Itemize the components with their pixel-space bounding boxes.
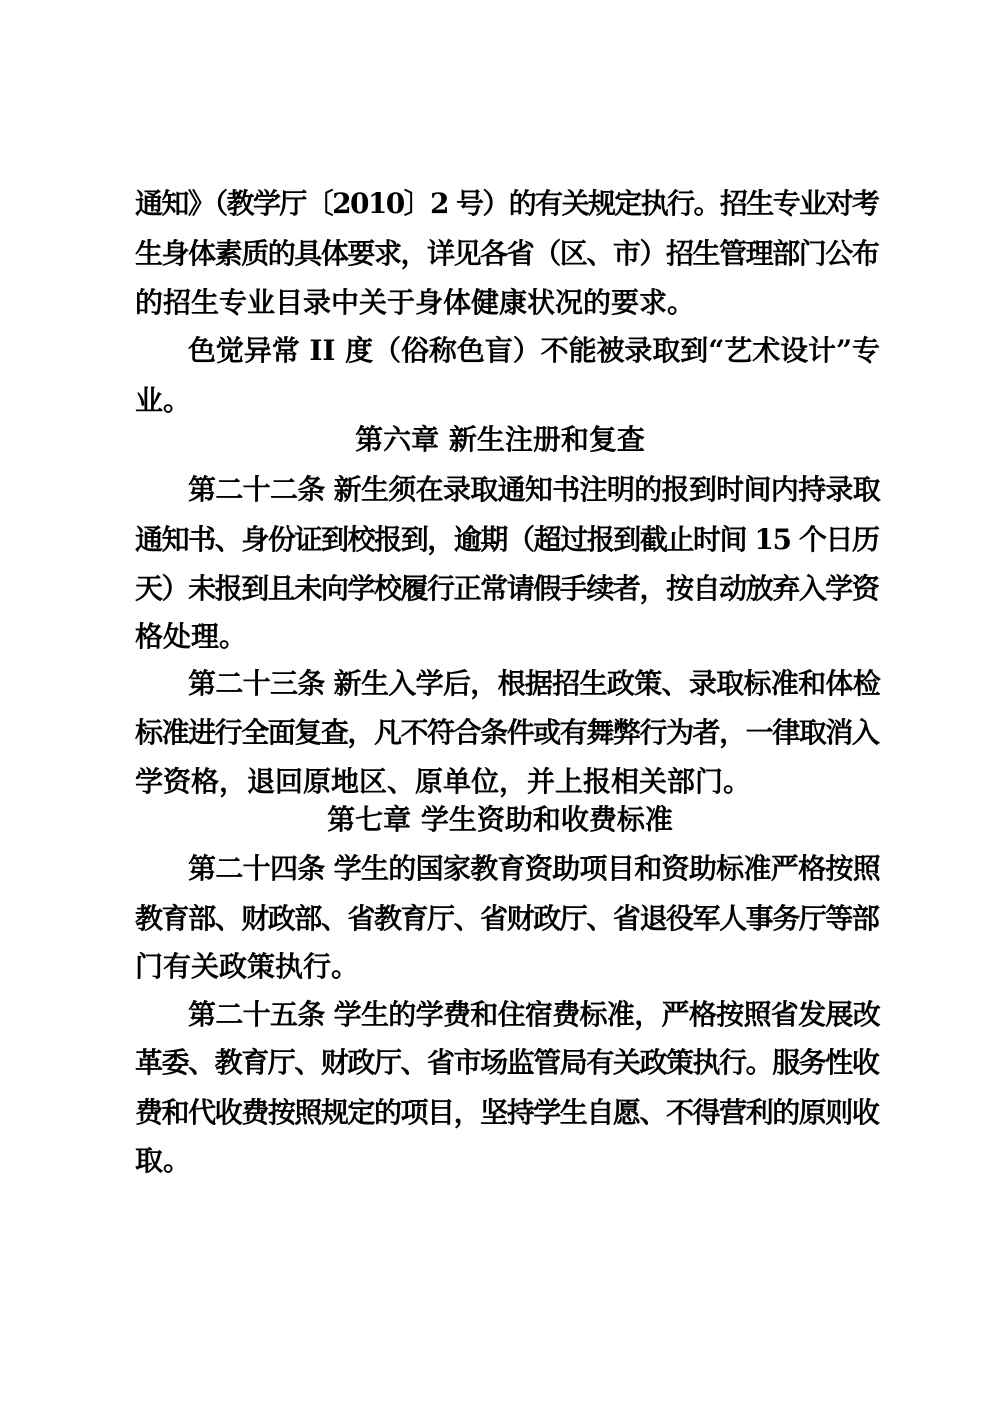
paragraph-line: 取。: [135, 1144, 192, 1177]
paragraph-line: 格处理。: [135, 620, 248, 653]
paragraph-line: 业。: [135, 384, 192, 417]
paragraph-line: 门有关政策执行。: [135, 950, 360, 983]
paragraph-line: 的招生专业目录中关于身体健康状况的要求。: [135, 286, 696, 319]
chapter-heading: 第七章 学生资助和收费标准: [327, 803, 673, 836]
chapter-heading: 第六章 新生注册和复查: [355, 423, 645, 456]
paragraph-line: 学资格，退回原地区、原单位，并上报相关部门。: [135, 765, 752, 798]
document-page: 通知》（教学厅〔2010〕2 号）的有关规定执行。招生专业对考 生身体素质的具体要求，详见各省（区、市）招生管理部门公布 的招生专业目录中关于身体健康状况的要求。 色觉异常 II 度（俗称色盲）不能被录取到“艺术设计”专 业。 第六章 新生注册和复查 第二十二条 新生须在录取通知书注明的报到时间内持录取 通知书、身份证到校报到，逾期（超过报到截止时间 15 个日历 天）未报到且未向学校履行正常请假手续者，按自动放弃入学资 格处理。 第二十三条 新生入学后，根据招生政策、录取标准和体检 标准进行全面复查，凡不符合条件或有舞弊行为者，一律取消入 学资格，退回原地区、原单位，并上报相关部门。 第七章 学生资助和收费标准 第二十四条 学生的国家教育资助项目和资助标准严格按照 教育部、财政部、省教育厅、省财政厅、省退役军人事务厅等部 门有关政策执行。 第二十五条 学生的学费和住宿费标准，严格按照省发展改 革委、教育厅、财政厅、省市场监管局有关政策执行。服务性收 费和代收费按照规定的项目，坚持学生自愿、不得营利的原则收 取。: [0, 0, 1000, 1415]
